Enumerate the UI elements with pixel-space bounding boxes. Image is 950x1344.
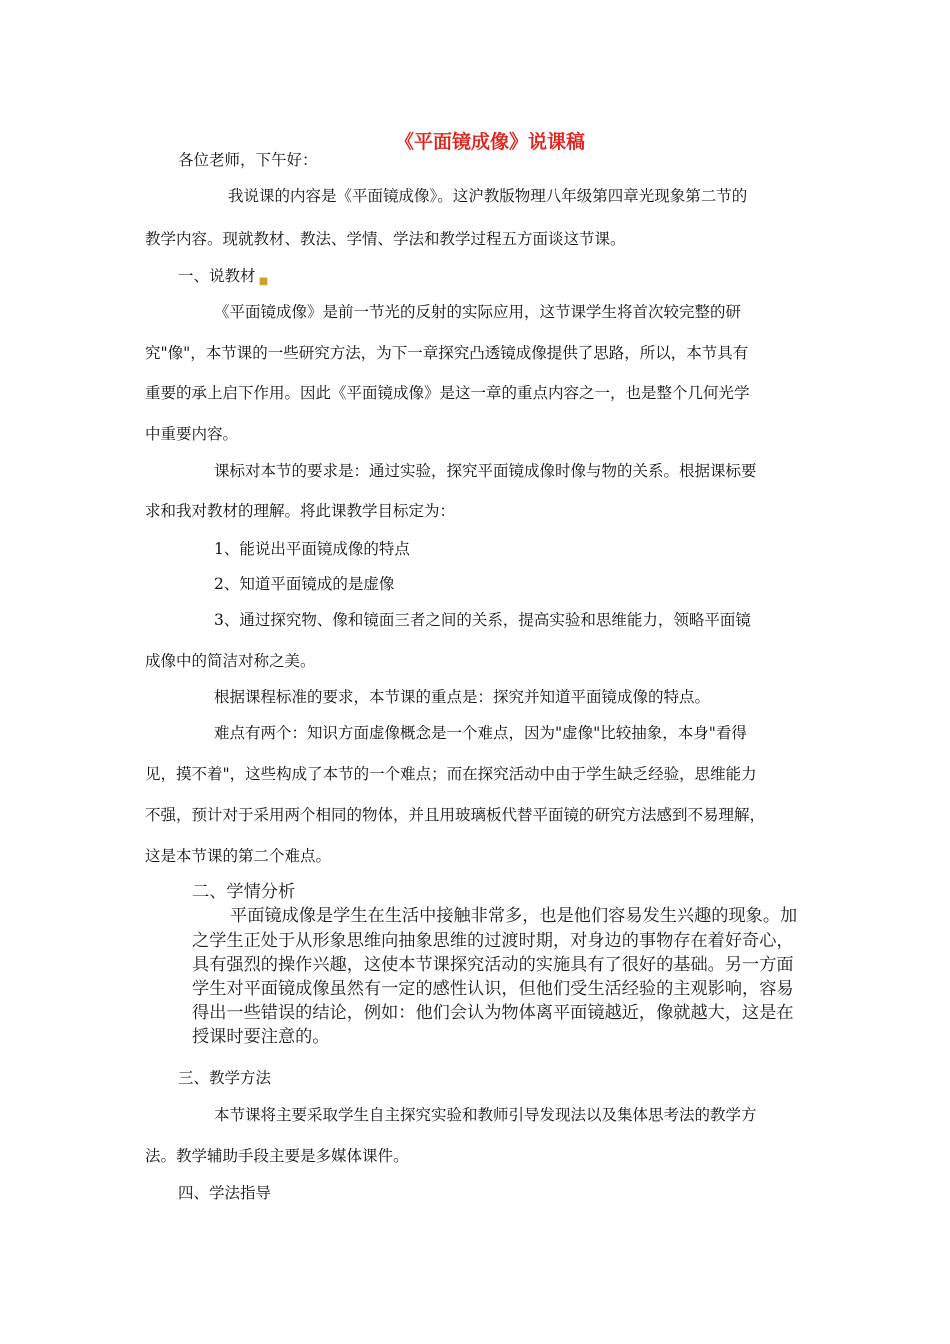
greeting: 各位老师，下午好： xyxy=(178,151,318,169)
goal-2: 2、知道平面镜成的是虚像 xyxy=(214,575,395,593)
section4-heading: 四、学法指导 xyxy=(178,1184,272,1202)
section3-heading: 三、教学方法 xyxy=(178,1069,272,1087)
difficulty-line-4: 这是本节课的第二个难点。 xyxy=(145,847,332,865)
key-point: 根据课程标准的要求，本节课的重点是：探究并知道平面镜成像的特点。 xyxy=(214,688,711,706)
s1-para1-line-4: 中重要内容。 xyxy=(145,425,239,443)
intro-line-1: 我说课的内容是《平面镜成像》。这沪教版物理八年级第四章光现象第二节的 xyxy=(228,187,748,205)
goal-1: 1、能说出平面镜成像的特点 xyxy=(214,540,410,558)
s2-line-4: 学生对平面镜成像虽然有一定的感性认识，但他们受生活经验的主观影响，容易 xyxy=(192,979,794,999)
scan-mark: ■ xyxy=(255,276,269,287)
document-title: 《平面镜成像》说课稿 xyxy=(394,131,585,153)
s1-para2-line-1: 课标对本节的要求是：通过实验，探究平面镜成像时像与物的关系。根据课标要 xyxy=(214,462,757,480)
difficulty-line-2: 见，摸不着"，这些构成了本节的一个难点；而在探究活动中由于学生缺乏经验，思维能力 xyxy=(145,765,757,783)
s1-para2-line-2: 求和我对教材的理解。将此课教学目标定为： xyxy=(145,502,456,520)
section2-heading: 二、学情分析 xyxy=(192,882,296,902)
s2-line-1: 平面镜成像是学生在生活中接触非常多，也是他们容易发生兴趣的现象。加 xyxy=(230,906,798,926)
s1-para1-line-2: 究"像"，本节课的一些研究方法，为下一章探究凸透镜成像提供了思路，所以，本节具有 xyxy=(145,344,749,362)
s1-para1-line-3: 重要的承上启下作用。因此《平面镜成像》是这一章的重点内容之一，也是整个几何光学 xyxy=(145,384,750,402)
s2-line-3: 具有强烈的操作兴趣，这使本节课探究活动的实施具有了很好的基础。另一方面 xyxy=(192,955,794,975)
s2-line-6: 授课时要注意的。 xyxy=(192,1027,330,1047)
difficulty-line-1: 难点有两个：知识方面虚像概念是一个难点，因为"虚像"比较抽象，本身"看得 xyxy=(214,724,747,742)
s3-line-2: 法。教学辅助手段主要是多媒体课件。 xyxy=(145,1147,409,1165)
goal-3-cont: 成像中的简洁对称之美。 xyxy=(145,652,316,670)
difficulty-line-3: 不强，预计对于采用两个相同的物体，并且用玻璃板代替平面镜的研究方法感到不易理解， xyxy=(145,806,766,824)
goal-3: 3、通过探究物、像和镜面三者之间的关系，提高实验和思维能力，领略平面镜 xyxy=(214,611,751,629)
intro-line-2: 教学内容。现就教材、教法、学情、学法和教学过程五方面谈这节课。 xyxy=(145,230,626,248)
s2-line-5: 得出一些错误的结论，例如：他们会认为物体离平面镜越近，像就越大，这是在 xyxy=(192,1003,794,1023)
s3-line-1: 本节课将主要采取学生自主探究实验和教师引导发现法以及集体思考法的教学方 xyxy=(214,1106,757,1124)
s2-line-2: 之学生正处于从形象思维向抽象思维的过渡时期，对身边的事物存在着好奇心， xyxy=(192,931,794,951)
section1-heading: 一、说教材 ■ xyxy=(178,267,269,287)
s1-para1-line-1: 《平面镜成像》是前一节光的反射的实际应用，这节课学生将首次较完整的研 xyxy=(214,303,742,321)
